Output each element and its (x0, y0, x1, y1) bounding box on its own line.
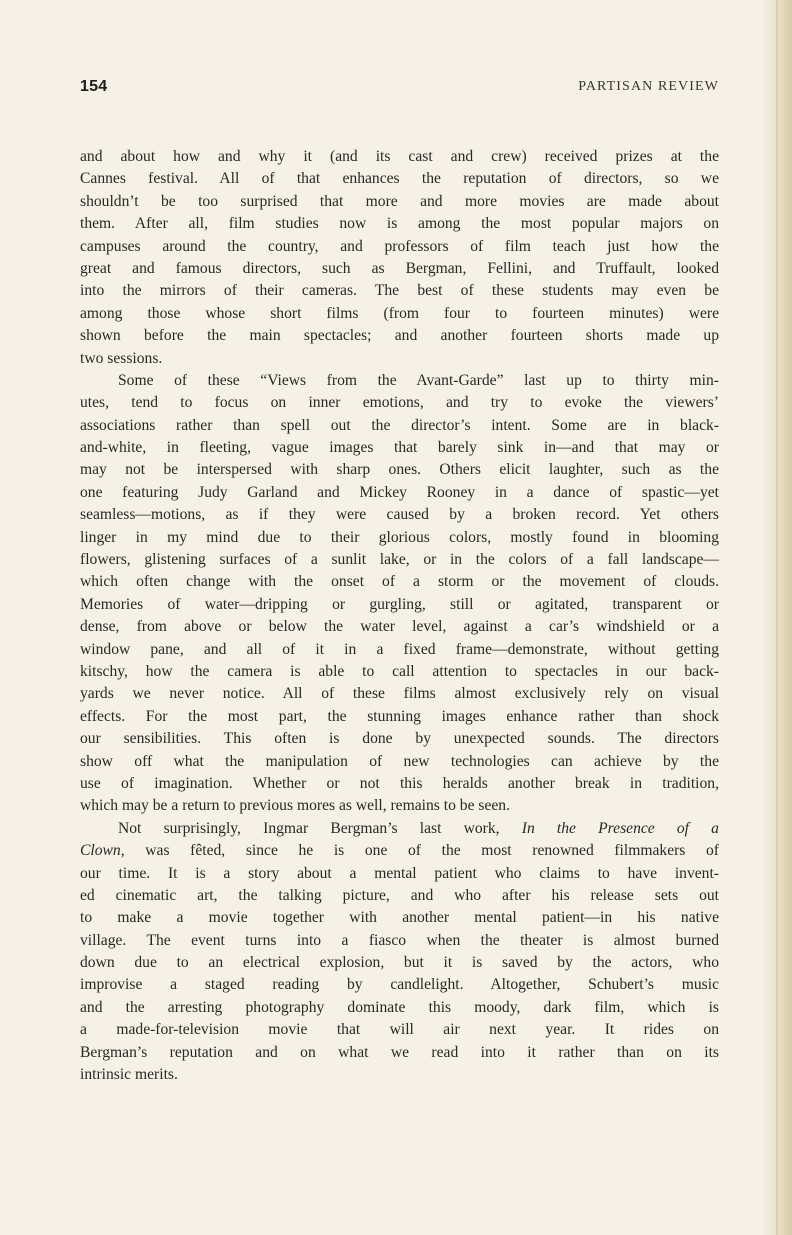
text-line: our time. It is a story about a mental patient who claims to have invent- (80, 864, 719, 882)
text-line: among those whose short films (from four to fourteen minutes) were (80, 304, 719, 322)
text-line: our sensibilities. This often is done by unexpected sounds. The directors (80, 730, 719, 748)
page-number: 154 (80, 78, 108, 95)
text-line: ed cinematic art, the talking picture, and who after his release sets out (80, 886, 719, 904)
text-line: shown before the main spectacles; and another fourteen shorts made up (80, 327, 719, 345)
text-line: village. The event turns into a fiasco when the theater is almost burned (80, 931, 719, 949)
text-line: campuses around the country, and professors of film teach just how the (80, 237, 719, 255)
text-line: Cannes festival. All of that enhances the reputation of directors, so we (80, 170, 719, 188)
text-line: into the mirrors of their cameras. The best of these students may even be (80, 282, 719, 300)
text-line: improvise a staged reading by candlelight. Altogether, Schubert’s music (80, 976, 719, 994)
text-line: down due to an electrical explosion, but it is saved by the actors, who (80, 954, 719, 972)
film-title: Clown (80, 842, 121, 860)
text-line: Some of these “Views from the Avant-Garde” last up to thirty min- (118, 371, 719, 389)
text-line: Not surprisingly, Ingmar Bergman’s last work, In the Presence of a (118, 819, 719, 837)
paragraph (80, 146, 719, 370)
text-line: kitschy, how the camera is able to call attention to spectacles in our back- (80, 662, 719, 680)
text-line: use of imagination. Whether or not this heralds another break in tradition, (80, 774, 719, 792)
text-line: which may be a return to previous mores as well, remains to be seen. (80, 797, 511, 815)
text-line: effects. For the most part, the stunning images enhance rather than shock (80, 707, 719, 725)
text-line: associations rather than spell out the director’s intent. Some are in black- (80, 416, 719, 434)
text-line: intrinsic merits. (80, 1066, 178, 1084)
text-line: great and famous directors, such as Bergman, Fellini, and Truffault, looked (80, 259, 719, 277)
paragraph (80, 370, 719, 818)
text-line: shouldn’t be too surprised that more and more movies are made about (80, 192, 719, 210)
text-line: utes, tend to focus on inner emotions, and try to evoke the viewers’ (80, 394, 719, 412)
text-line: and about how and why it (and its cast and crew) received prizes at the (80, 148, 719, 165)
text-line: may not be interspersed with sharp ones. Others elicit laughter, such as the (80, 461, 719, 479)
body-text (80, 146, 719, 1086)
text-line: one featuring Judy Garland and Mickey Rooney in a dance of spastic—yet (80, 483, 719, 501)
text-line: Bergman’s reputation and on what we read into it rather than on its (80, 1043, 719, 1061)
page-edge-line (776, 0, 778, 1235)
text-line: them. After all, film studies now is among the most popular majors on (80, 215, 719, 233)
text-line: Memories of water—dripping or gurgling, still or agitated, transparent or (80, 595, 719, 613)
text-line: Clown, was fêted, since he is one of the most renowned filmmakers of (80, 842, 719, 860)
text-line: seamless—motions, as if they were caused by a broken record. Yet others (80, 506, 719, 524)
text-line: a made-for-television movie that will air next year. It rides on (80, 1021, 719, 1039)
paragraph (80, 818, 719, 1087)
text-line: which often change with the onset of a storm or the movement of clouds. (80, 573, 719, 591)
text-line: two sessions. (80, 349, 163, 367)
text-line: dense, from above or below the water level, against a car’s windshield or a (80, 618, 719, 636)
text-line: window pane, and all of it in a fixed frame—demonstrate, without getting (80, 640, 719, 658)
text-line: and the arresting photography dominate this moody, dark film, which is (80, 998, 719, 1016)
text-line: show off what the manipulation of new technologies can achieve by the (80, 752, 719, 770)
text-line: flowers, glistening surfaces of a sunlit lake, or in the colors of a fall landscape— (80, 551, 719, 569)
text-line: yards we never notice. All of these films almost exclusively rely on visual (80, 685, 719, 703)
text-line: to make a movie together with another mental patient—in his native (80, 909, 719, 927)
film-title: In the Presence of a (521, 819, 719, 837)
text-line: and-white, in fleeting, vague images that barely sink in—and that may or (80, 439, 719, 457)
running-head (80, 78, 719, 102)
journal-title: PARTISAN REVIEW (578, 79, 719, 94)
text-line: linger in my mind due to their glorious colors, mostly found in blooming (80, 528, 719, 546)
